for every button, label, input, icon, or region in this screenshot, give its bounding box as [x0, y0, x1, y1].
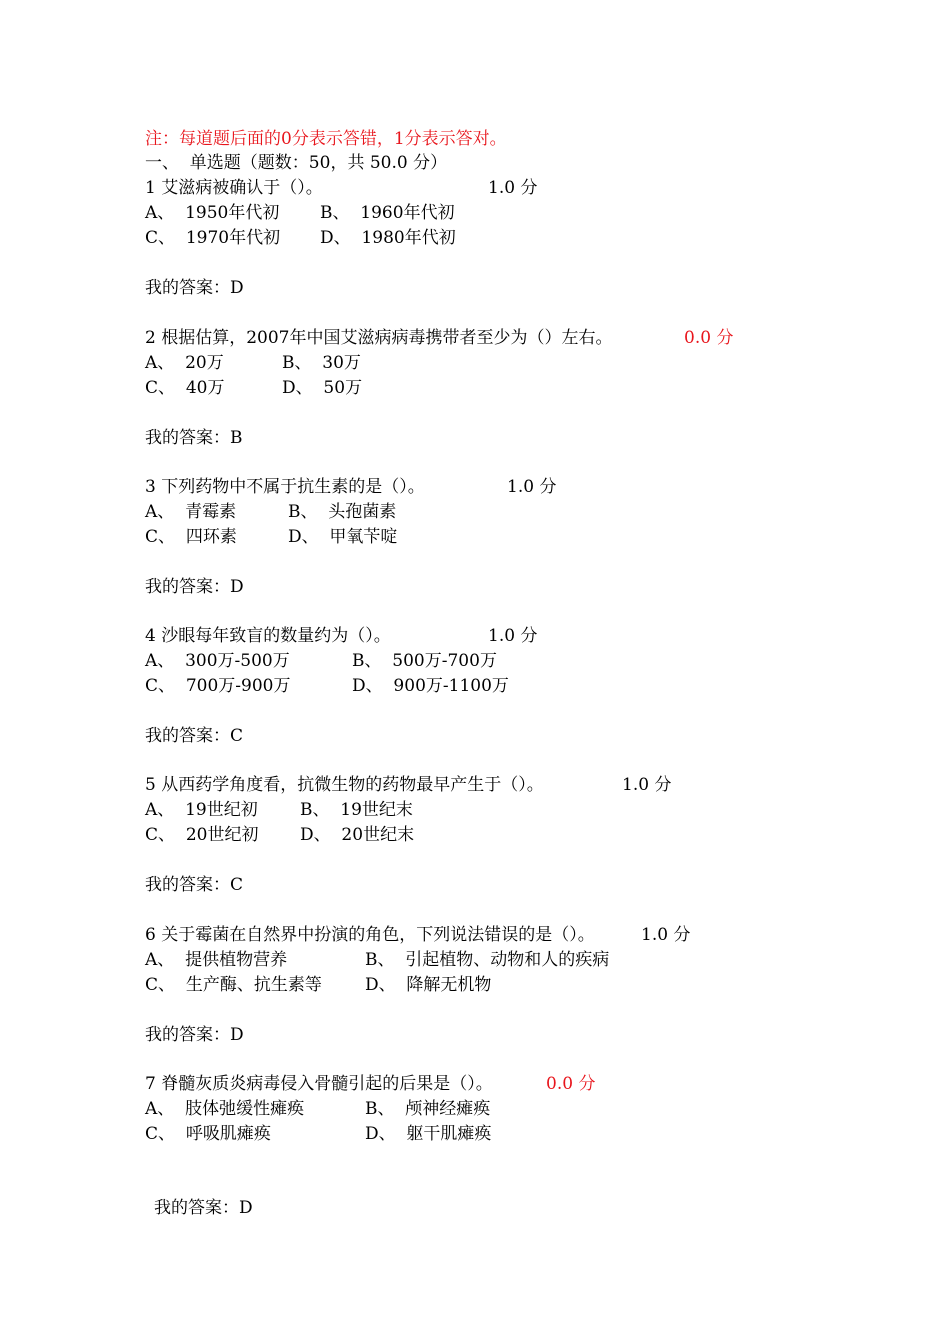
option-d: D、 躯干肌瘫痪	[365, 1124, 492, 1144]
question-5	[145, 773, 845, 798]
options-row	[145, 201, 845, 226]
option-d: D、 1980年代初	[320, 228, 456, 248]
question-6	[145, 923, 845, 948]
option-d: D、 50万	[282, 378, 363, 398]
option-c: C、 700万-900万	[145, 676, 291, 696]
question-stem: 2 根据估算，2007年中国艾滋病病毒携带者至少为（）左右。	[145, 328, 613, 348]
options-row	[145, 1122, 845, 1147]
option-a: A、 20万	[145, 353, 224, 373]
options-row	[145, 525, 845, 550]
option-a: A、 19世纪初	[145, 800, 258, 820]
option-c: C、 生产酶、抗生素等	[145, 975, 322, 995]
option-c: C、 四环素	[145, 527, 237, 547]
option-c: C、 20世纪初	[145, 825, 259, 845]
note-line: 注：每道题后面的0分表示答错，1分表示答对。	[145, 129, 507, 149]
option-b: B、 头孢菌素	[288, 502, 397, 522]
my-answer: 我的答案：B	[145, 428, 243, 448]
my-answer: 我的答案：C	[145, 726, 244, 746]
options-row	[145, 376, 845, 401]
option-d: D、 900万-1100万	[352, 676, 509, 696]
option-d: D、 降解无机物	[365, 975, 492, 995]
option-d: D、 20世纪末	[300, 825, 415, 845]
options-row	[145, 798, 845, 823]
question-score: 1.0 分	[507, 477, 557, 497]
my-answer: 我的答案：D	[145, 278, 244, 298]
options-row	[145, 351, 845, 376]
options-row	[145, 823, 845, 848]
question-4	[145, 624, 845, 649]
question-2	[145, 326, 845, 351]
question-stem: 3 下列药物中不属于抗生素的是（）。	[145, 477, 425, 497]
question-stem: 7 脊髓灰质炎病毒侵入骨髓引起的后果是（）。	[145, 1074, 493, 1094]
options-row	[145, 226, 845, 251]
option-b: B、 颅神经瘫痪	[365, 1099, 491, 1119]
option-a: A、 300万-500万	[145, 651, 290, 671]
question-stem: 6 关于霉菌在自然界中扮演的角色，下列说法错误的是（）。	[145, 925, 595, 945]
option-b: B、 19世纪末	[300, 800, 413, 820]
option-a: A、 青霉素	[145, 502, 237, 522]
my-answer: 我的答案：D	[154, 1198, 253, 1218]
option-b: B、 引起植物、动物和人的疾病	[365, 950, 610, 970]
option-b: B、 500万-700万	[352, 651, 497, 671]
question-stem: 4 沙眼每年致盲的数量约为（）。	[145, 626, 391, 646]
option-c: C、 40万	[145, 378, 225, 398]
option-b: B、 1960年代初	[320, 203, 455, 223]
question-score: 1.0 分	[488, 626, 538, 646]
question-stem: 5 从西药学角度看，抗微生物的药物最早产生于（）。	[145, 775, 544, 795]
question-stem: 1 艾滋病被确认于（）。	[145, 178, 323, 198]
question-1	[145, 176, 845, 201]
options-row	[145, 1097, 845, 1122]
question-score: 1.0 分	[622, 775, 672, 795]
section-heading: 一、 单选题（题数：50，共 50.0 分）	[145, 153, 448, 173]
option-c: C、 1970年代初	[145, 228, 281, 248]
my-answer: 我的答案：C	[145, 875, 244, 895]
option-c: C、 呼吸肌瘫痪	[145, 1124, 271, 1144]
option-a: A、 提供植物营养	[145, 950, 288, 970]
option-a: A、 1950年代初	[145, 203, 280, 223]
question-score: 0.0 分	[546, 1074, 596, 1094]
question-score: 0.0 分	[684, 328, 734, 348]
question-3	[145, 475, 845, 500]
option-a: A、 肢体弛缓性瘫痪	[145, 1099, 305, 1119]
question-7	[145, 1072, 845, 1097]
question-score: 1.0 分	[488, 178, 538, 198]
my-answer: 我的答案：D	[145, 1025, 244, 1045]
question-score: 1.0 分	[641, 925, 691, 945]
options-row	[145, 973, 845, 998]
my-answer: 我的答案：D	[145, 577, 244, 597]
option-b: B、 30万	[282, 353, 361, 373]
options-row	[145, 500, 845, 525]
options-row	[145, 674, 845, 699]
options-row	[145, 649, 845, 674]
option-d: D、 甲氧苄啶	[288, 527, 398, 547]
options-row	[145, 948, 845, 973]
